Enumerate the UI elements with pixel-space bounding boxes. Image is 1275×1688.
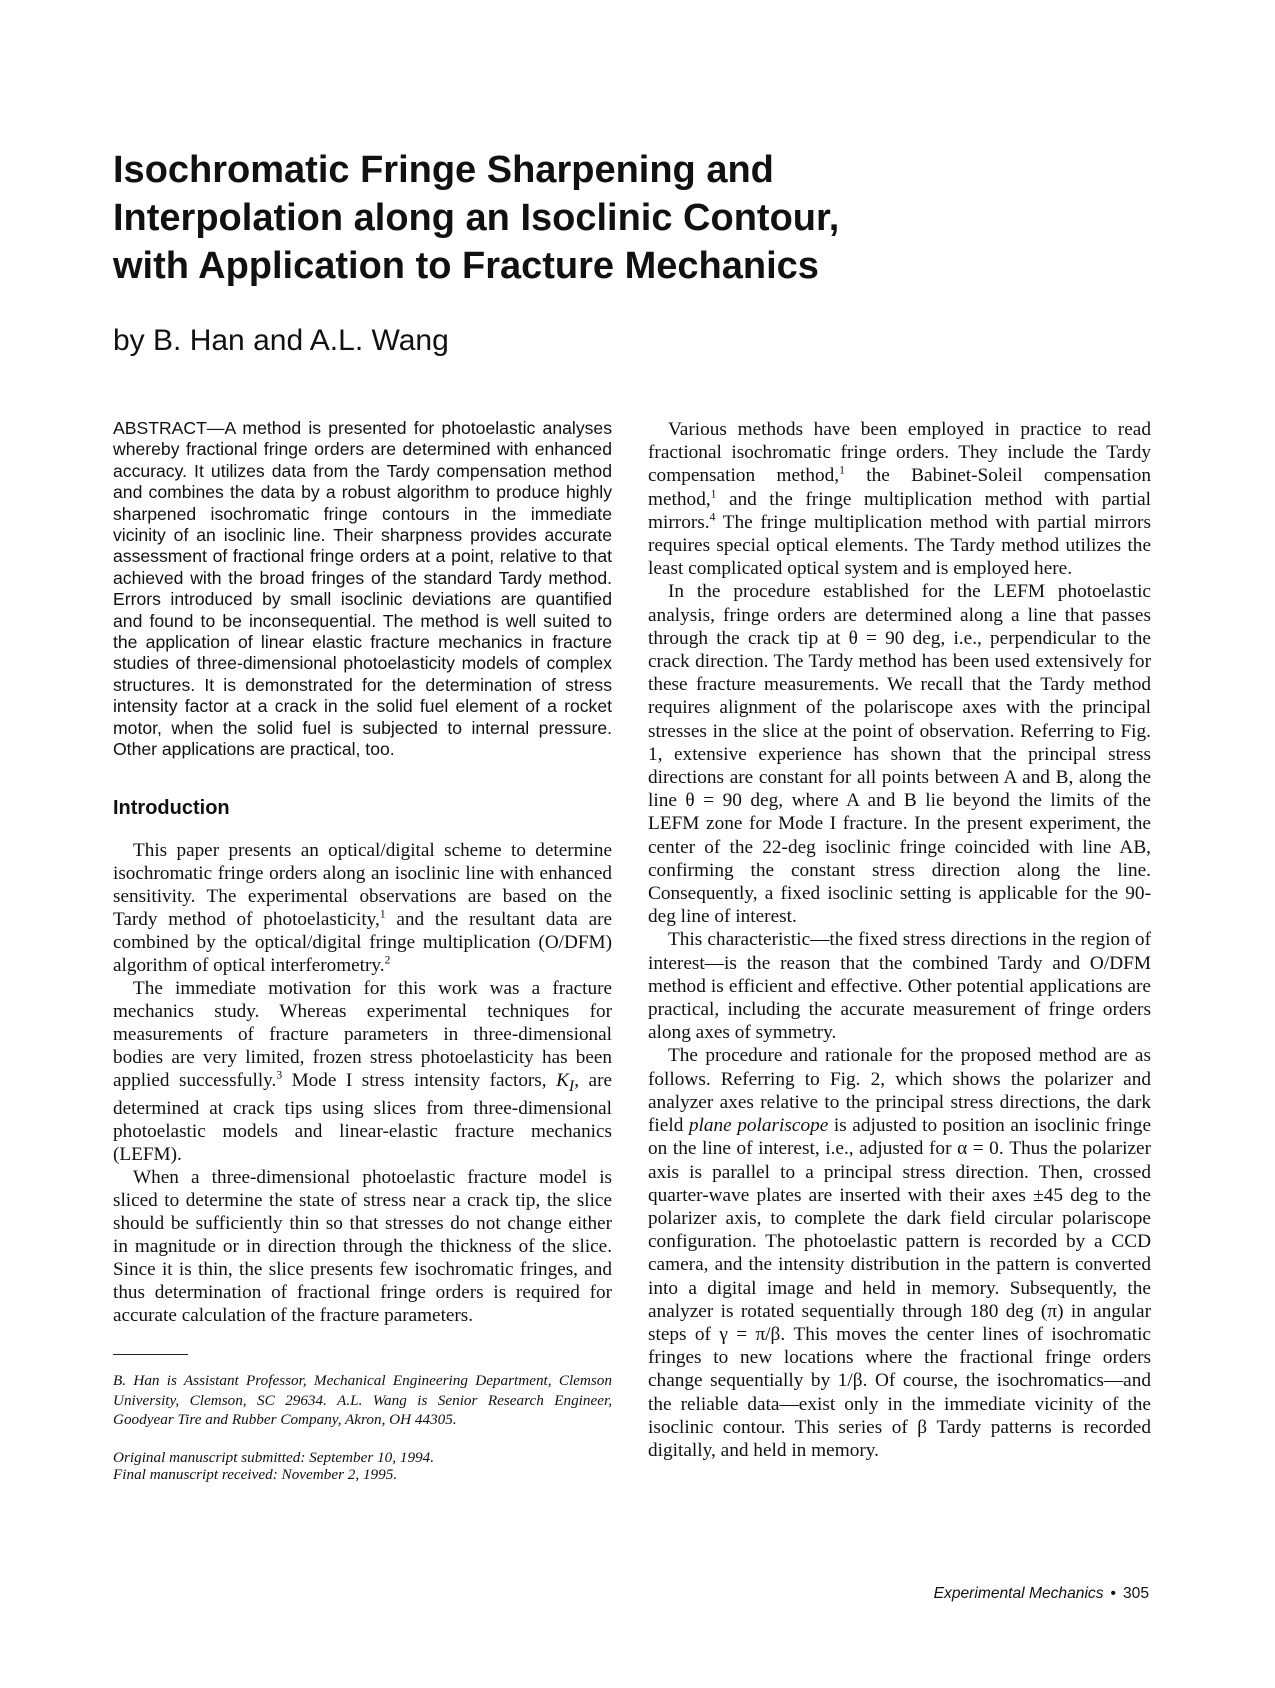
reference-marker: 3 [276,1069,283,1082]
page-footer [934,1585,1149,1603]
reference-marker: 2 [384,954,391,967]
intro-paragraph-1: This paper presents an optical/digital scheme to determine isochromatic fringe orders along an isoclinic line with enhanced sensitivity. The experimental observations are based on the Tardy method of photoelasticity,$^1$ and the resultant data are combined by the optical/digital fringe multiplication (O/DFM) algorithm of optical interferometry.$^2$ [113,839,612,976]
body-paragraph-1: Various methods have been employed in practice to read fractional isochromatic fringe orders. They include the Tardy compensation method,$^1$ the Babinet-Soleil compensation method,$^1$ and the fringe multiplication method with partial mirrors.$^4$ The fringe multiplication method with partial mirrors requires special optical elements. The Tardy method utilizes the least complicated optical system and is employed here. [648,419,1151,580]
emphasis-term: plane polariscope [688,1115,829,1137]
reference-marker: 1 [379,908,386,921]
author-byline: by B. Han and A.L. Wang [113,324,449,357]
title-line-2: Interpolation along an Isoclinic Contour, [113,197,840,239]
manuscript-dates [113,1449,612,1484]
introduction-heading: Introduction [113,796,230,819]
journal-name: Experimental Mechanics [933,1585,1104,1602]
symbol-k-subscript: I [568,1077,575,1095]
page-number: 305 [1122,1585,1149,1602]
intro-paragraph-3: When a three-dimensional photoelastic fracture model is sliced to determine the state of stress near a crack tip, the slice should be sufficiently thin so that stresses do not change either in magnitude or in direction through the thickness of the slice. Since it is thin, the slice presents few isochromatic fringes, and thus determination of fractional fringe orders is required for accurate calculation of the fracture parameters. [113,1167,612,1327]
body-paragraph-2: In the procedure established for the LEFM photoelastic analysis, fringe orders are determined along a line that passes through the crack tip at θ = 90 deg, i.e., perpendicular to the crack direction. The Tardy method has been used extensively for these fracture measurements. We recall that the Tardy method requires alignment of the polariscope axes with the principal stresses in the slice at the point of observation. Referring to Fig. 1, extensive experience has shown that the principal stress directions are constant for all points between A and B, along the line θ = 90 deg, where A and B lie beyond the limits of the LEFM zone for Mode I fracture. In the present experiment, the center of the 22-deg isoclinic fringe coincided with line AB, confirming the constant stress direction along the line. Consequently, a fixed isoclinic setting is applicable for the 90-deg line of interest. [648,581,1151,928]
title-line-1: Isochromatic Fringe Sharpening and [113,149,774,191]
reference-marker: 1 [839,463,845,477]
bullet-separator: • [1110,1585,1116,1602]
body-paragraph-3: This characteristic—the fixed stress directions in the region of interest—is the reason that the combined Tardy and O/DFM method is efficient and effective. Other potential applications are practical, including the accurate measurement of fringe orders along axes of symmetry. [648,929,1151,1044]
footnote-divider [113,1354,188,1355]
right-column [648,418,1151,1462]
received-date: Final manuscript received: November 2, 1995. [113,1466,398,1484]
left-column [113,418,612,1484]
title-line-3: with Application to Fracture Mechanics [113,245,819,287]
reference-marker: 1 [710,487,717,501]
reference-marker: 4 [709,510,716,524]
submitted-date: Original manuscript submitted: September 10, 1994. [113,1448,435,1466]
paper-title [113,146,1113,290]
author-affiliation-footnote: B. Han is Assistant Professor, Mechanical Engineering Department, Clemson University, Clemson, SC 29634. A.L. Wang is Senior Research Engineer, Goodyear Tire and Rubber Company, Akron, OH 44305. [113,1372,612,1429]
intro-paragraph-2: The immediate motivation for this work was a fracture mechanics study. Whereas experimental techniques for measurements of fracture parameters in three-dimensional bodies are very limited, frozen stress photoelasticity has been applied successfully.$^3$ Mode I stress intensity factors, $K_I$, are determined at crack tips using slices from three-dimensional photoelastic models and linear-elastic fracture mechanics (LEFM). [113,977,612,1166]
abstract: ABSTRACT—A method is presented for photoelastic analyses whereby fractional fringe orders are determined with enhanced accuracy. It utilizes data from the Tardy compensation method and combines the data by a robust algorithm to produce highly sharpened isochromatic fringe contours in the immediate vicinity of an isoclinic line. Their sharpness provides accurate assessment of fractional fringe orders at a point, relative to that achieved with the broad fringes of the standard Tardy method. Errors introduced by small isoclinic deviations are quantified and found to be inconsequential. The method is well suited to the application of linear elastic fracture mechanics in fracture studies of three-dimensional photoelasticity models of complex structures. It is demonstrated for the determination of stress intensity factor at a crack in the solid fuel element of a rocket motor, when the solid fuel is subjected to internal pressure. Other applications are practical, too. [113,418,612,760]
body-paragraph-4: The procedure and rationale for the proposed method are as follows. Referring to Fig. 2, which shows the polarizer and analyzer axes relative to the principal stress directions, the dark field plane polariscope is adjusted to position an isoclinic fringe on the line of interest, i.e., adjusted for α = 0. Thus the polarizer axis is parallel to a principal stress direction. Then, crossed quarter-wave plates are inserted with their axes ±45 deg to the polarizer axis, to complete the dark field circular polariscope configuration. The photoelastic pattern is recorded by a CCD camera, and the intensity distribution in the pattern is converted into a digital image and held in memory. Subsequently, the analyzer is rotated sequentially through 180 deg (π) in angular steps of γ = π/β. This moves the center lines of isochromatic fringes to new locations where the fractional fringe orders change sequentially by 1/β. Of course, the isochromatics—and the reliable data—exist only in the immediate vicinity of the isoclinic contour. This series of β Tardy patterns is recorded digitally, and held in memory. [648,1045,1152,1461]
symbol-k: K [556,1069,569,1091]
